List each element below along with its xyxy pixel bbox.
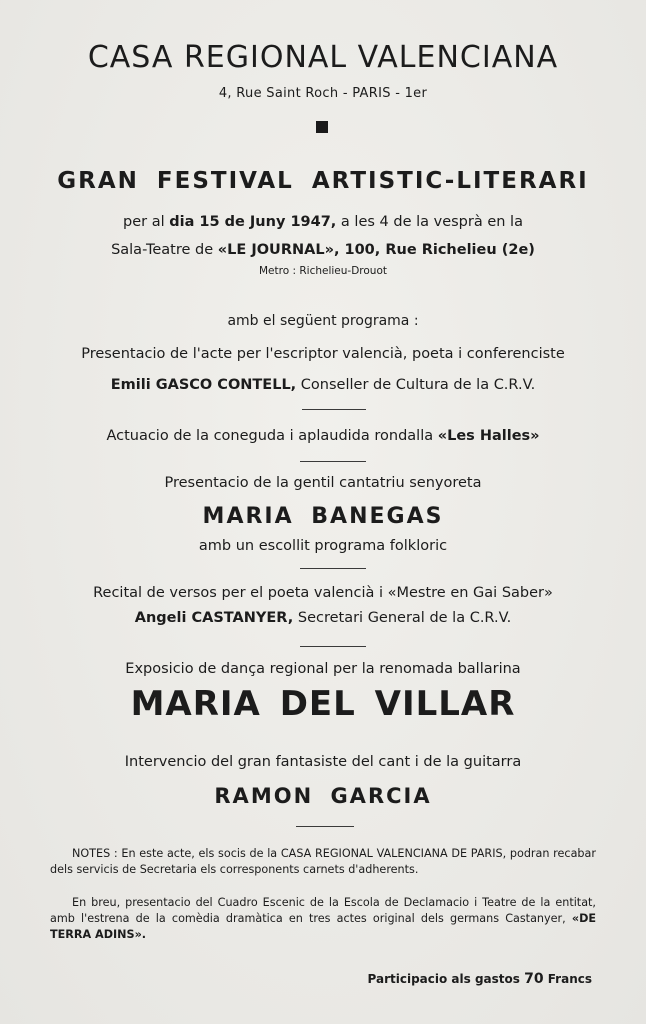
- venue-prefix: Sala-Teatre de: [111, 242, 218, 258]
- fee-label: Participacio als gastos: [367, 972, 525, 986]
- page-title: CASA REGIONAL VALENCIANA: [87, 40, 559, 75]
- presenter-line: [20, 377, 626, 393]
- rondalla-name: «Les Halles»: [437, 428, 540, 444]
- fee-amount: 70: [524, 971, 544, 987]
- date-line: [20, 214, 626, 230]
- singer-name: MARIA BANEGAS: [202, 504, 444, 529]
- play-title: «DE TERRA ADINS».: [50, 912, 596, 941]
- divider: [302, 409, 366, 410]
- poet-line: [20, 610, 626, 626]
- fee-currency: Francs: [543, 972, 592, 986]
- venue-name: «LE JOURNAL», 100, Rue Richelieu (2e): [217, 242, 535, 258]
- program-intro: amb el següent programa :: [227, 313, 419, 329]
- divider: [300, 461, 366, 462]
- rondalla-line: [20, 428, 626, 444]
- divider: [296, 826, 354, 827]
- presentation-line: Presentacio de l'acte per l'escriptor valencià, poeta i conferenciste: [81, 346, 565, 362]
- festival-title: GRAN FESTIVAL ARTISTIC-LITERARI: [57, 168, 589, 194]
- address: 4, Rue Saint Roch - PARIS - 1er: [218, 86, 428, 101]
- poet-role: Secretari General de la C.R.V.: [293, 610, 512, 626]
- presenter-name: Emili GASCO CONTELL,: [110, 377, 297, 393]
- guitarist-name: RAMON GARCIA: [214, 784, 432, 808]
- recital-line: Recital de versos per el poeta valencià i «Mestre en Gai Saber»: [93, 585, 553, 601]
- dance-intro: Exposicio de dança regional per la renomada ballarina: [125, 661, 521, 677]
- metro-info: Metro : Richelieu-Drouot: [259, 265, 387, 277]
- divider: [300, 646, 366, 647]
- admission-fee: [368, 971, 592, 987]
- singer-program: amb un escollit programa folkloric: [198, 538, 448, 554]
- rondalla-prefix: Actuacio de la coneguda i aplaudida rondalla: [106, 428, 438, 444]
- square-ornament-icon: [316, 121, 328, 133]
- date-suffix: a les 4 de la vesprà en la: [336, 214, 523, 230]
- note-premiere-text: En breu, presentacio del Cuadro Escenic de la Escola de Declamacio i Teatre de la entitat, amb l'estrena de la comèdia dramàtica en tres actes original dels germans Castanyer,: [50, 896, 596, 925]
- dancer-name: MARIA DEL VILLAR: [130, 684, 516, 724]
- venue-line: [20, 242, 626, 258]
- poet-name: Angeli CASTANYER,: [134, 610, 294, 626]
- divider: [300, 568, 366, 569]
- date-prefix: per al: [123, 214, 170, 230]
- guitar-intro: Intervencio del gran fantasiste del cant i de la guitarra: [124, 754, 522, 770]
- note-premiere: [50, 895, 596, 943]
- presenter-role: Conseller de Cultura de la C.R.V.: [296, 377, 536, 393]
- event-date: dia 15 de Juny 1947,: [169, 214, 337, 230]
- singer-intro: Presentacio de la gentil cantatriu senyoreta: [164, 475, 482, 491]
- note-members: NOTES : En este acte, els socis de la CASA REGIONAL VALENCIANA DE PARIS, podran recabar dels servicis de Secretaria els corresponents carnets d'adherents.: [50, 847, 596, 876]
